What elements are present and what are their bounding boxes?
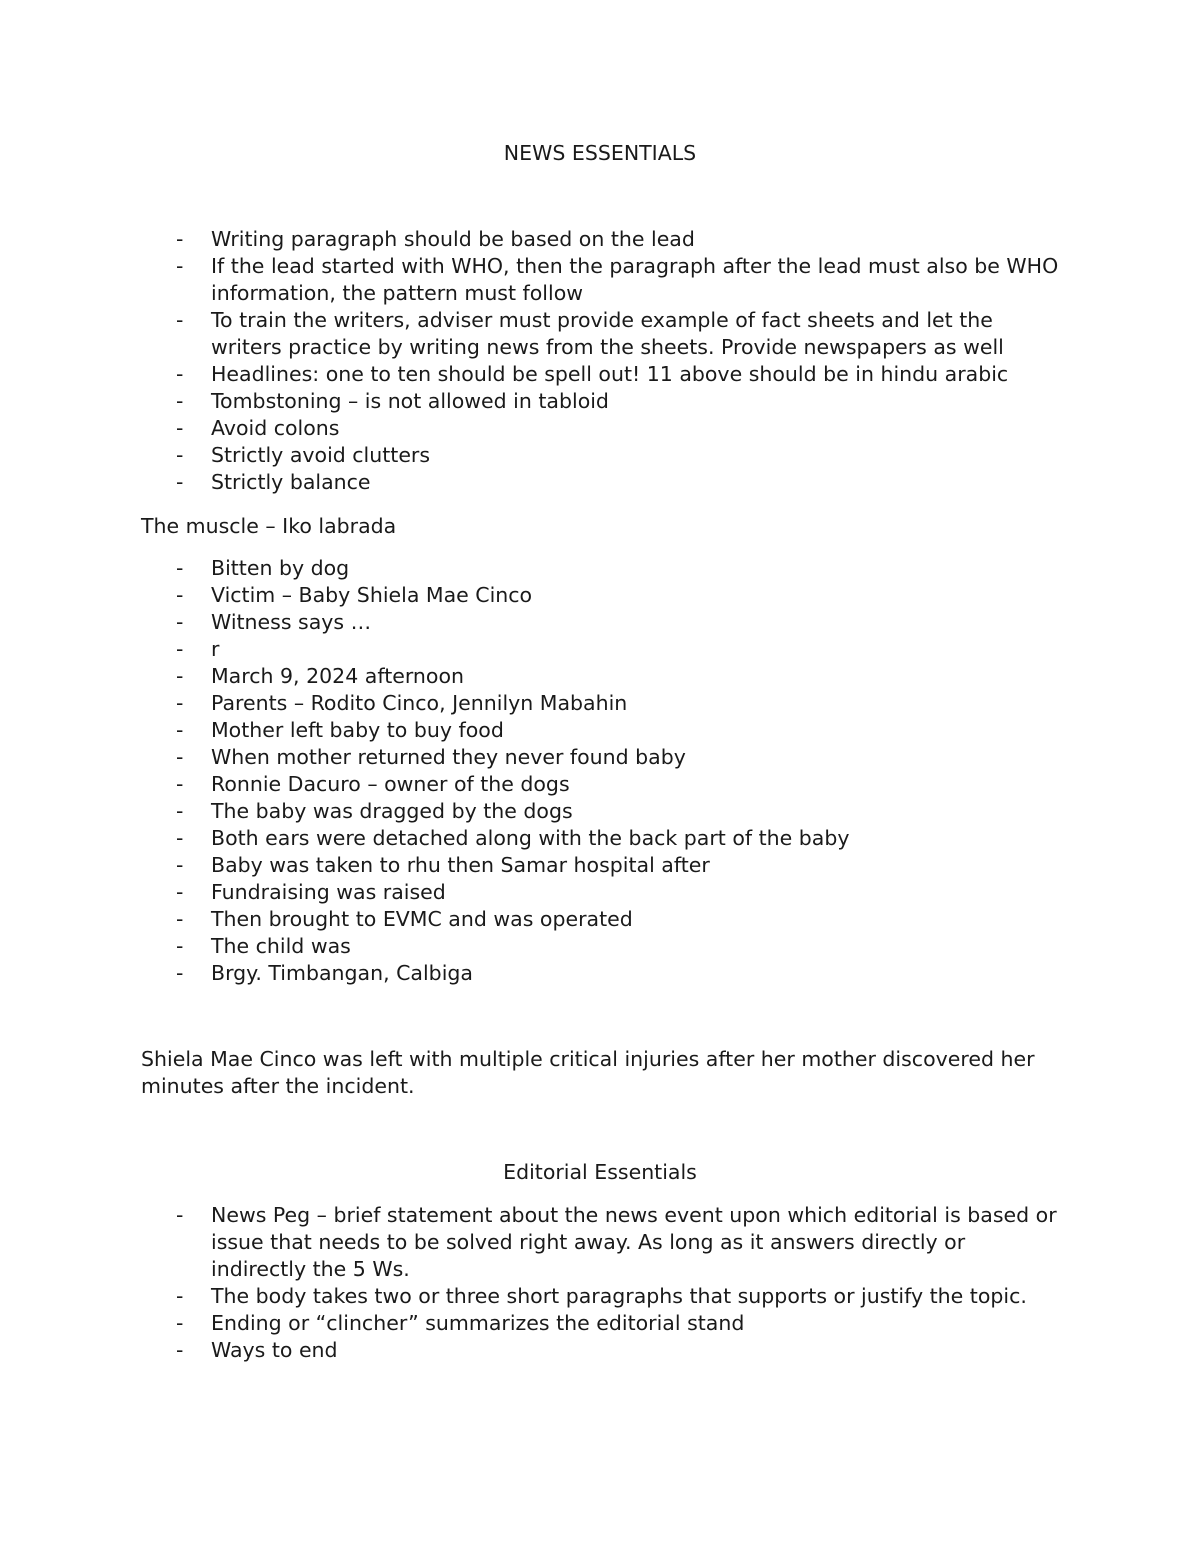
list-item-text: Mother left baby to buy food bbox=[211, 718, 504, 742]
list-item bbox=[0, 852, 1061, 879]
dash-bullet: - bbox=[176, 799, 184, 823]
list-item bbox=[0, 906, 1061, 933]
list-item bbox=[0, 1310, 1061, 1337]
list-item bbox=[0, 1337, 1061, 1364]
list-item bbox=[0, 879, 1061, 906]
list-item-text: Witness says … bbox=[211, 610, 372, 634]
list-item bbox=[0, 744, 1061, 771]
dash-bullet: - bbox=[176, 556, 184, 580]
dash-bullet: - bbox=[176, 1203, 184, 1227]
list-item bbox=[0, 1202, 1061, 1283]
dash-bullet: - bbox=[176, 610, 184, 634]
list-item-text: Ronnie Dacuro – owner of the dogs bbox=[211, 772, 570, 796]
dash-bullet: - bbox=[176, 880, 184, 904]
dash-bullet: - bbox=[176, 1311, 184, 1335]
dash-bullet: - bbox=[176, 583, 184, 607]
dash-bullet: - bbox=[176, 254, 184, 278]
list-item bbox=[0, 469, 1061, 496]
list-item-text: Tombstoning – is not allowed in tabloid bbox=[211, 389, 609, 413]
list-item bbox=[0, 307, 1061, 361]
dash-bullet: - bbox=[176, 362, 184, 386]
list-item-text: Ways to end bbox=[211, 1338, 338, 1362]
list-item bbox=[0, 388, 1061, 415]
muscle-label: The muscle – Iko labrada bbox=[141, 514, 397, 538]
list-item-text: Baby was taken to rhu then Samar hospital after bbox=[211, 853, 710, 877]
list-item bbox=[0, 798, 1061, 825]
list-item-text: March 9, 2024 afternoon bbox=[211, 664, 464, 688]
list-item bbox=[0, 609, 1061, 636]
dash-bullet: - bbox=[176, 853, 184, 877]
list-item bbox=[0, 771, 1061, 798]
lead-paragraph: Shiela Mae Cinco was left with multiple critical injuries after her mother discovered her minutes after the incident. bbox=[141, 1047, 1035, 1098]
dash-bullet: - bbox=[176, 416, 184, 440]
dash-bullet: - bbox=[176, 389, 184, 413]
list-item bbox=[0, 253, 1061, 307]
dash-bullet: - bbox=[176, 637, 184, 661]
dash-bullet: - bbox=[176, 961, 184, 985]
list-item bbox=[0, 717, 1061, 744]
news-essentials-list bbox=[0, 226, 1200, 496]
list-item bbox=[0, 555, 1061, 582]
list-item bbox=[0, 582, 1061, 609]
list-item bbox=[0, 663, 1061, 690]
dash-bullet: - bbox=[176, 443, 184, 467]
muscle-facts-list bbox=[0, 555, 1200, 987]
list-item-text: Then brought to EVMC and was operated bbox=[211, 907, 633, 931]
list-item bbox=[0, 361, 1061, 388]
dash-bullet: - bbox=[176, 907, 184, 931]
news-essentials-title: NEWS ESSENTIALS bbox=[503, 141, 697, 165]
list-item bbox=[0, 636, 1061, 663]
list-item-text: If the lead started with WHO, then the paragraph after the lead must also be WHO information, the pattern must follow bbox=[211, 254, 1059, 305]
list-item bbox=[0, 690, 1061, 717]
dash-bullet: - bbox=[176, 227, 184, 251]
list-item bbox=[0, 442, 1061, 469]
list-item-text: Writing paragraph should be based on the lead bbox=[211, 227, 695, 251]
list-item-text: The body takes two or three short paragraphs that supports or justify the topic. bbox=[211, 1284, 1027, 1308]
dash-bullet: - bbox=[176, 664, 184, 688]
dash-bullet: - bbox=[176, 470, 184, 494]
list-item-text: Strictly avoid clutters bbox=[211, 443, 431, 467]
list-item-text: When mother returned they never found baby bbox=[211, 745, 686, 769]
list-item-text: Both ears were detached along with the back part of the baby bbox=[211, 826, 850, 850]
list-item bbox=[0, 825, 1061, 852]
dash-bullet: - bbox=[176, 1284, 184, 1308]
dash-bullet: - bbox=[176, 745, 184, 769]
list-item bbox=[0, 415, 1061, 442]
dash-bullet: - bbox=[176, 1338, 184, 1362]
editorial-essentials-list bbox=[0, 1202, 1200, 1364]
list-item bbox=[0, 960, 1061, 987]
list-item-text: r bbox=[211, 637, 220, 661]
list-item-text: Bitten by dog bbox=[211, 556, 350, 580]
dash-bullet: - bbox=[176, 718, 184, 742]
dash-bullet: - bbox=[176, 934, 184, 958]
list-item-text: Headlines: one to ten should be spell out! 11 above should be in hindu arabic bbox=[211, 362, 1009, 386]
dash-bullet: - bbox=[176, 308, 184, 332]
list-item bbox=[0, 1283, 1061, 1310]
list-item-text: Avoid colons bbox=[211, 416, 340, 440]
dash-bullet: - bbox=[176, 772, 184, 796]
list-item-text: News Peg – brief statement about the news event upon which editorial is based or issue that needs to be solved right away. As long as it answers directly or indirectly the 5 Ws. bbox=[211, 1203, 1057, 1281]
list-item-text: The baby was dragged by the dogs bbox=[211, 799, 573, 823]
list-item-text: To train the writers, adviser must provide example of fact sheets and let the writers practice by writing news from the sheets. Provide newspapers as well bbox=[211, 308, 1004, 359]
list-item-text: Ending or “clincher” summarizes the editorial stand bbox=[211, 1311, 745, 1335]
list-item-text: The child was bbox=[211, 934, 351, 958]
list-item bbox=[0, 933, 1061, 960]
dash-bullet: - bbox=[176, 826, 184, 850]
list-item-text: Strictly balance bbox=[211, 470, 371, 494]
list-item-text: Parents – Rodito Cinco, Jennilyn Mabahin bbox=[211, 691, 628, 715]
dash-bullet: - bbox=[176, 691, 184, 715]
list-item-text: Brgy. Timbangan, Calbiga bbox=[211, 961, 473, 985]
list-item-text: Fundraising was raised bbox=[211, 880, 446, 904]
list-item-text: Victim – Baby Shiela Mae Cinco bbox=[211, 583, 533, 607]
editorial-essentials-title: Editorial Essentials bbox=[503, 1160, 697, 1184]
list-item bbox=[0, 226, 1061, 253]
